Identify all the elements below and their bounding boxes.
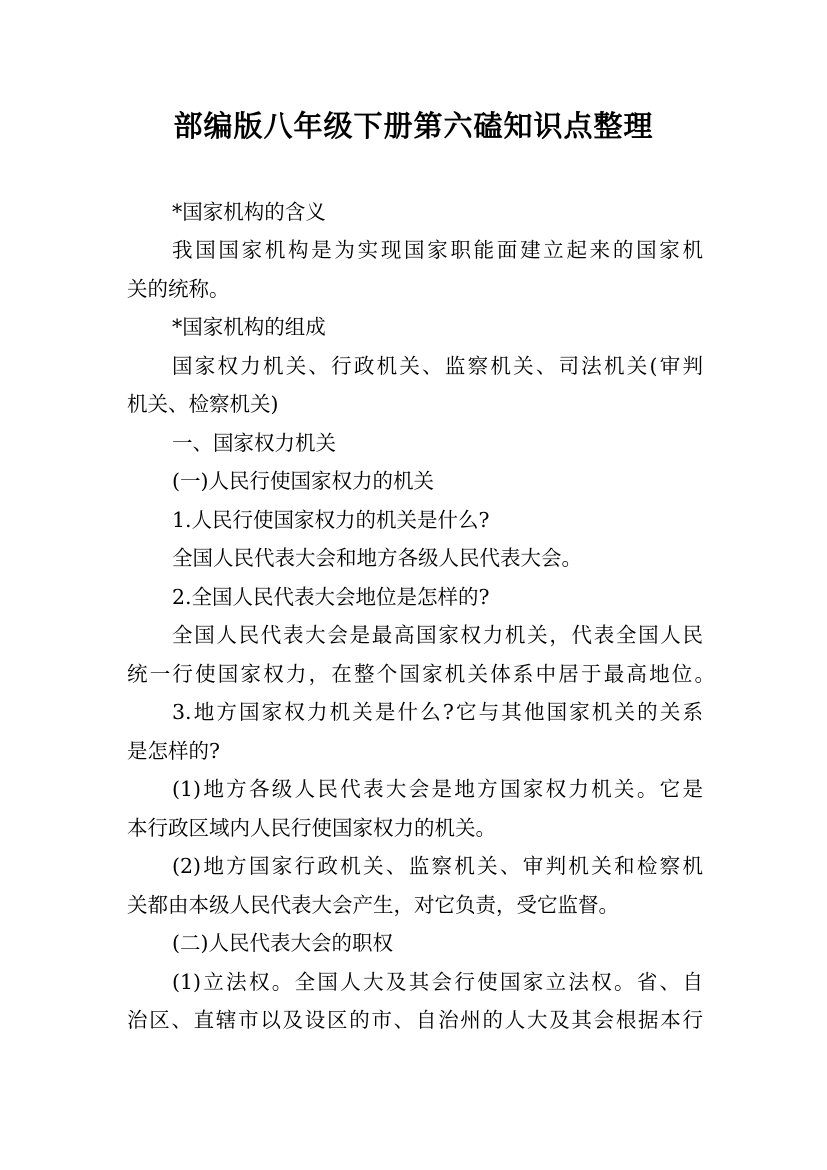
- question-line: 是怎样的?: [127, 739, 220, 763]
- heading-definition: *国家机构的含义: [172, 200, 326, 224]
- paragraph-line: 治区、直辖市以及设区的市、自治州的人大及其会根据本行: [127, 1008, 703, 1032]
- paragraph-line: 全国人民代表大会是最高国家权力机关，代表全国人民: [172, 623, 703, 647]
- paragraph-line: (1)地方各级人民代表大会是地方国家权力机关。它是: [172, 777, 703, 801]
- paragraph-line: (2)地方国家行政机关、监察机关、审判机关和检察机: [172, 854, 703, 878]
- question-line: 1.人民行使国家权力的机关是什么?: [172, 508, 490, 532]
- paragraph-line: 国家权力机关、行政机关、监察机关、司法机关(审判: [172, 354, 703, 378]
- paragraph-line: 我国国家机构是为实现国家职能面建立起来的国家机: [172, 238, 703, 262]
- paragraph-line: (1)立法权。全国人大及其会行使国家立法权。省、自: [172, 970, 703, 994]
- section-heading: 一、国家权力机关: [172, 431, 336, 455]
- answer-line: 全国人民代表大会和地方各级人民代表大会。: [172, 546, 582, 570]
- heading-composition: *国家机构的组成: [172, 315, 326, 339]
- paragraph-line: 机关、检察机关): [127, 392, 279, 416]
- subsection-heading: (一)人民行使国家权力的机关: [172, 469, 434, 493]
- paragraph-line: 本行政区域内人民行使国家权力的机关。: [127, 816, 496, 840]
- question-line: 2.全国人民代表大会地位是怎样的?: [172, 585, 490, 609]
- paragraph-line: 关都由本级人民代表大会产生，对它负责，受它监督。: [127, 893, 619, 917]
- paragraph-line: 统一行使国家权力，在整个国家机关体系中居于最高地位。: [127, 662, 715, 686]
- subsection-heading: (二)人民代表大会的职权: [172, 931, 393, 955]
- document-title: 部编版八年级下册第六磕知识点整理: [173, 109, 654, 143]
- paragraph-line: 关的统称。: [127, 277, 230, 301]
- question-line: 3.地方国家权力机关是什么?它与其他国家机关的关系: [172, 700, 703, 724]
